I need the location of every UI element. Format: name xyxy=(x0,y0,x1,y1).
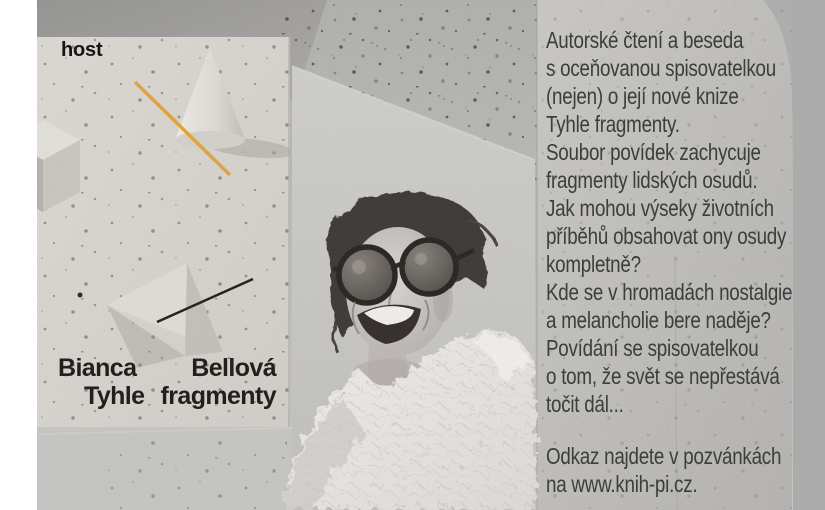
author-last-name: Bellová xyxy=(191,354,276,382)
event-text-line: fragmenty lidských osudů. xyxy=(546,167,758,193)
book-cover-title xyxy=(58,354,276,410)
event-footer-url: na www.knih-pi.cz. xyxy=(546,471,698,497)
event-text-line: točit dál... xyxy=(546,391,624,417)
event-text-line: o tom, že svět se nepřestává xyxy=(546,363,780,389)
publisher-logo-host: host xyxy=(61,39,103,61)
event-text-line: Kde se v hromadách nostalgie xyxy=(546,279,793,305)
author-first-name: Bianca xyxy=(58,354,137,382)
right-gray-strip xyxy=(793,0,825,510)
event-text-line: Autorské čtení a beseda xyxy=(546,27,744,53)
event-text-line: Soubor povídek zachycuje xyxy=(546,139,761,165)
event-text-line: s oceňovanou spisovatelkou xyxy=(546,55,776,81)
event-text-line: kompletně? xyxy=(546,251,641,277)
event-text-line: a melancholie bere naděje? xyxy=(546,307,771,333)
event-footer xyxy=(546,442,818,498)
book-title-word-1: Tyhle xyxy=(84,382,145,410)
event-text-line: Tyhle fragmenty. xyxy=(546,111,680,137)
event-text-line: příběhů obsahovat ony osudy xyxy=(546,223,787,249)
event-text-line: Povídání se spisovatelkou xyxy=(546,335,759,361)
event-footer-line: Odkaz najdete v pozvánkách xyxy=(546,443,782,469)
cover-title-line-1 xyxy=(58,354,276,382)
event-announcement xyxy=(546,26,818,498)
cover-title-line-2 xyxy=(58,382,276,410)
event-text-line: (nejen) o její nové knize xyxy=(546,83,739,109)
book-title-word-2: fragmenty xyxy=(160,382,276,410)
event-text-line: Jak mohou výseky životních xyxy=(546,195,774,221)
